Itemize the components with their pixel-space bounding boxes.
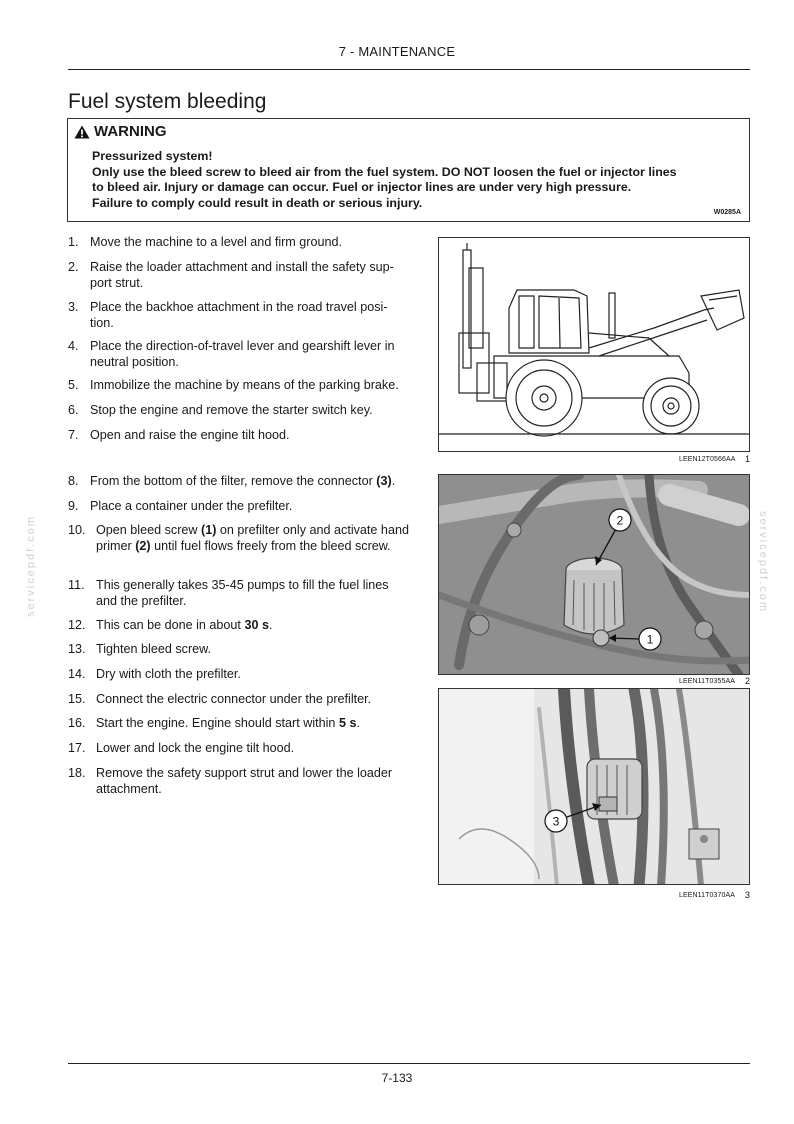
step-number: 15. — [68, 692, 86, 706]
step-text: Place a container under the prefilter. — [90, 499, 293, 513]
warning-heading-text: WARNING — [94, 123, 167, 140]
warning-triangle-icon — [74, 125, 90, 139]
step-text: Start the engine. Engine should start within 5 s. — [96, 716, 360, 730]
figure-number: 1 — [745, 454, 751, 464]
step-number: 13. — [68, 642, 86, 656]
step-number: 18. — [68, 766, 86, 780]
step-number: 1. — [68, 235, 79, 249]
step-text: Open bleed screw (1) on prefilter only and activate hand primer (2) until fuel flows freely from the bleed screw. — [96, 523, 409, 553]
step-text: This generally takes 35-45 pumps to fill the fuel lines and the prefilter. — [96, 578, 389, 608]
step-text: Stop the engine and remove the starter switch key. — [90, 403, 373, 417]
prefilter-photo — [439, 475, 750, 675]
step-text: Raise the loader attachment and install the safety sup-port strut. — [90, 260, 394, 290]
figure-caption: LEEN11T0355AA — [679, 678, 736, 685]
warning-code: W0285A — [713, 209, 741, 216]
step-text: Tighten bleed screw. — [96, 642, 212, 656]
figure-backhoe-loader — [438, 237, 750, 452]
step-number: 17. — [68, 741, 86, 755]
page-number: 7-133 — [381, 1071, 413, 1085]
running-header: 7 - MAINTENANCE — [338, 44, 456, 59]
callout-label: 2 — [616, 513, 624, 528]
callout-label: 3 — [552, 814, 560, 829]
step-text: Remove the safety support strut and lower the loader attachment. — [96, 766, 393, 796]
header-rule — [68, 69, 750, 70]
step-text: From the bottom of the filter, remove the connector (3). — [90, 474, 396, 488]
figure-number: 3 — [745, 890, 751, 900]
step-number: 2. — [68, 260, 79, 274]
step-number: 10. — [68, 523, 86, 537]
warning-line: Failure to comply could result in death or serious injury. — [92, 195, 423, 210]
step-text: Immobilize the machine by means of the parking brake. — [90, 378, 399, 392]
figure-prefilter — [438, 474, 750, 675]
step-text: Place the direction-of-travel lever and gearshift lever in neutral position. — [90, 339, 395, 369]
step-number: 4. — [68, 339, 79, 353]
watermark-left: servicepdf.com — [24, 515, 37, 617]
step-number: 9. — [68, 499, 79, 513]
step-text: This can be done in about 30 s. — [96, 618, 273, 632]
page-title: Fuel system bleeding — [68, 90, 267, 113]
step-text: Connect the electric connector under the prefilter. — [96, 692, 372, 706]
watermark-right: servicepdf.com — [756, 511, 769, 613]
step-text: Move the machine to a level and firm ground. — [90, 235, 343, 249]
step-number: 5. — [68, 378, 79, 392]
warning-box — [67, 118, 750, 222]
step-number: 12. — [68, 618, 86, 632]
connector-photo — [439, 689, 750, 885]
footer-rule — [68, 1063, 750, 1064]
step-number: 8. — [68, 474, 79, 488]
figure-caption: LEEN11T0370AA — [679, 892, 736, 899]
step-text: Open and raise the engine tilt hood. — [90, 428, 290, 442]
backhoe-loader-illustration — [439, 238, 750, 452]
warning-line: Pressurized system! — [92, 149, 213, 163]
figure-connector — [438, 688, 750, 885]
step-number: 7. — [68, 428, 79, 442]
step-number: 16. — [68, 716, 86, 730]
step-number: 11. — [68, 578, 85, 592]
callout-label: 1 — [646, 632, 654, 647]
step-text: Lower and lock the engine tilt hood. — [96, 741, 295, 755]
warning-line: to bleed air. Injury or damage can occur. Fuel or injector lines are under very high pressure. — [92, 180, 632, 194]
step-text: Place the backhoe attachment in the road travel posi-tion. — [90, 300, 388, 330]
step-number: 3. — [68, 300, 79, 314]
warning-heading — [74, 123, 167, 140]
warning-line: Only use the bleed screw to bleed air from the fuel system. DO NOT loosen the fuel or injector lines — [92, 164, 677, 179]
step-number: 14. — [68, 667, 86, 681]
step-text: Dry with cloth the prefilter. — [96, 667, 241, 681]
warning-text — [92, 149, 742, 211]
step-number: 6. — [68, 403, 79, 417]
figure-caption: LEEN12T0566AA — [679, 456, 736, 463]
figure-number: 2 — [745, 676, 751, 686]
